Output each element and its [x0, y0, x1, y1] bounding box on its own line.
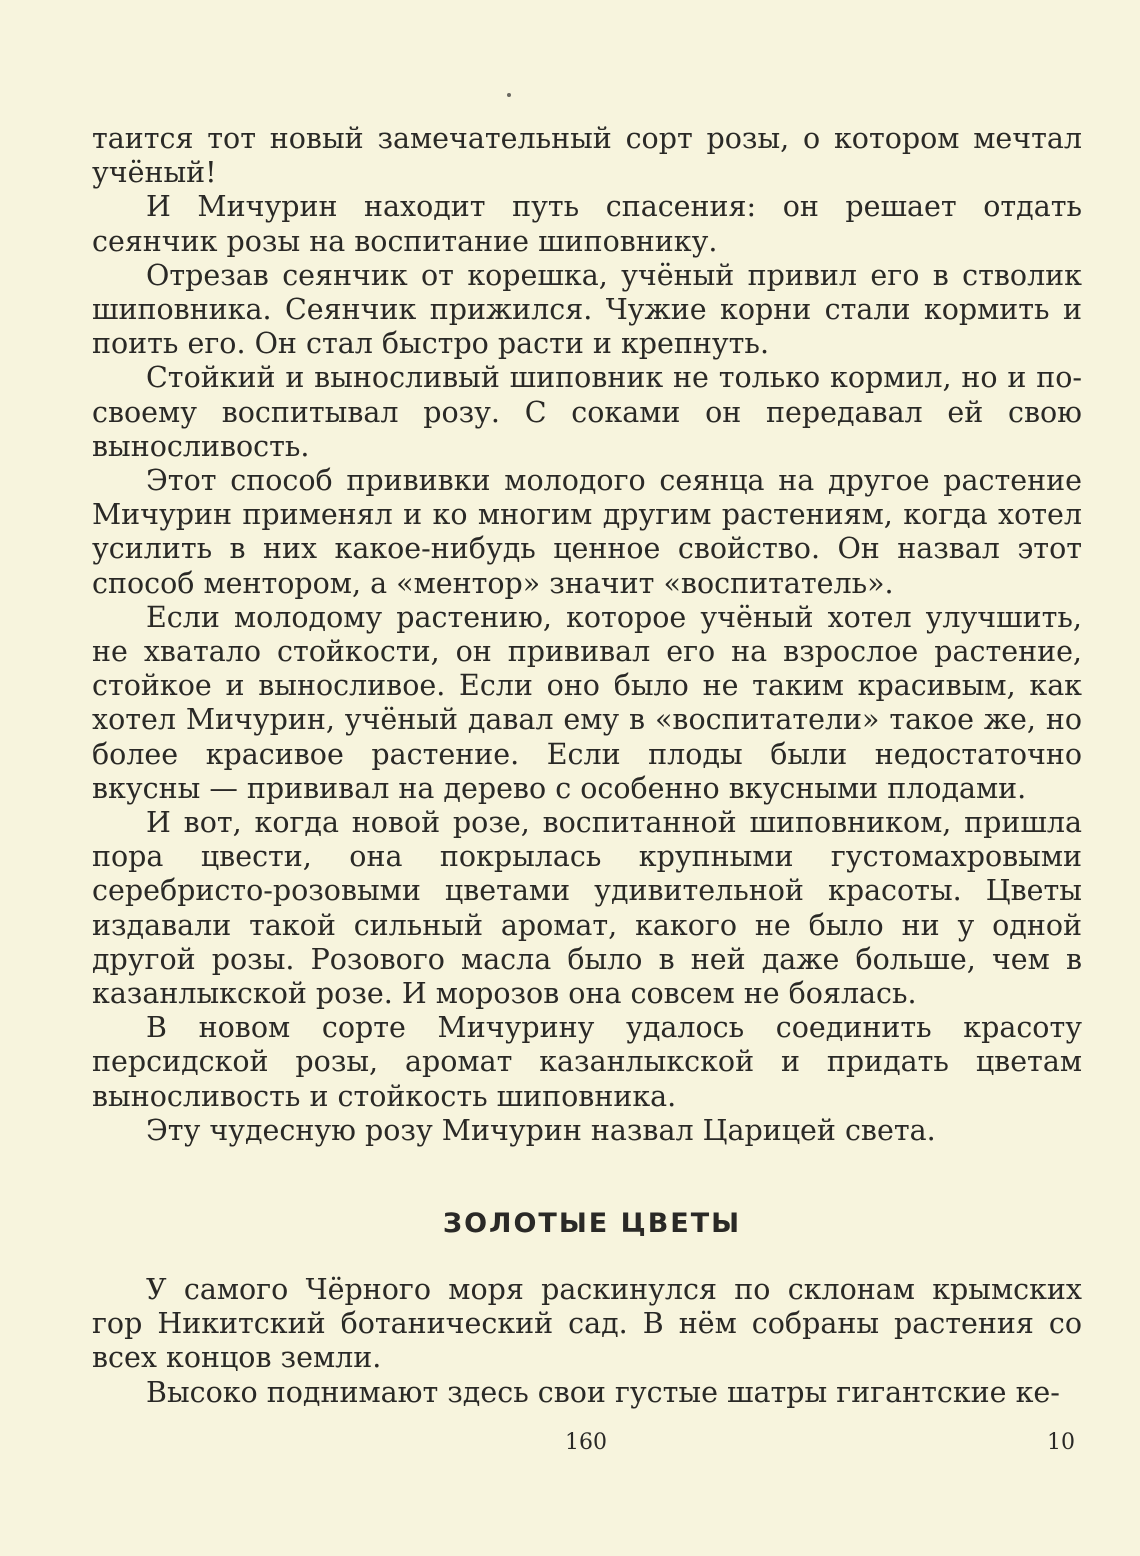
paragraph-mentor-method: Этот способ прививки молодого сеянца на другое растение Мичурин применял и ко многим другим растениям, когда хотел усилить в них какое-нибудь ценное свойство. Он назвал этот способ ментором, а «ментор» значит «воспитатель». — [92, 464, 1082, 600]
sheet-number: 10 — [1047, 1430, 1075, 1455]
paragraph-rosehip: Стойкий и выносливый шиповник не только кормил, но и по-своему воспитывал розу. С соками он передавал ей свою выносливость. — [92, 361, 1082, 463]
paragraph-queen-of-light: Эту чудесную розу Мичурин назвал Царицей света. — [146, 1113, 936, 1147]
paragraph-nikitsky-garden: У самого Чёрного моря раскинулся по склонам крымских гор Никитский ботанический сад. В нём собраны растения со всех концов земли. — [92, 1273, 1082, 1375]
paragraph-continuation: таится тот новый замечательный сорт розы, о котором мечтал учёный! — [92, 122, 1082, 190]
paragraph-grafting: Отрезав сеянчик от корешка, учёный привил его в стволик шиповника. Сеянчик прижился. Чужие корни стали кормить и поить его. Он стал быстро расти и крепнуть. — [92, 258, 1082, 361]
section-text — [92, 1273, 1082, 1410]
paragraph-blooming: И вот, когда новой розе, воспитанной шиповником, пришла пора цвести, она покрылась крупными густомахровыми серебристо-розовыми цветами удивительной красоты. Цветы издавали такой сильный аромат, какого не было ни у одной другой розы. Розового масла было в ней даже больше, чем в казанлыкской розе. И морозов она совсем не боялась. — [92, 806, 1082, 1011]
main-text — [92, 122, 1082, 1148]
page-number: 160 — [565, 1430, 607, 1455]
paragraph-mentor-examples: Если молодому растению, которое учёный хотел улучшить, не хватало стойкости, он прививал его на взрослое растение, стойкое и выносливое. Если оно было не таким красивым, как хотел Мичурин, учёный давал ему в «воспитатели» такое же, но более красивое растение. Если плоды были недостаточно вкусны — прививал на дерево с особенно вкусными плодами. — [92, 600, 1082, 805]
section-heading: ЗОЛОТЫЕ ЦВЕТЫ — [442, 1208, 742, 1239]
paragraph-new-variety: В новом сорте Мичурину удалось соединить красоту персидской розы, аромат казанлыкской и придать цветам выносливость и стойкость шиповника. — [92, 1011, 1082, 1113]
print-speck — [507, 93, 511, 97]
paragraph-rescue: И Мичурин находит путь спасения: он решает отдать сеянчик розы на воспитание шиповнику. — [92, 190, 1082, 258]
paragraph-giant-trees: Высоко поднимают здесь свои густые шатры гигантские ке- — [146, 1375, 1060, 1409]
